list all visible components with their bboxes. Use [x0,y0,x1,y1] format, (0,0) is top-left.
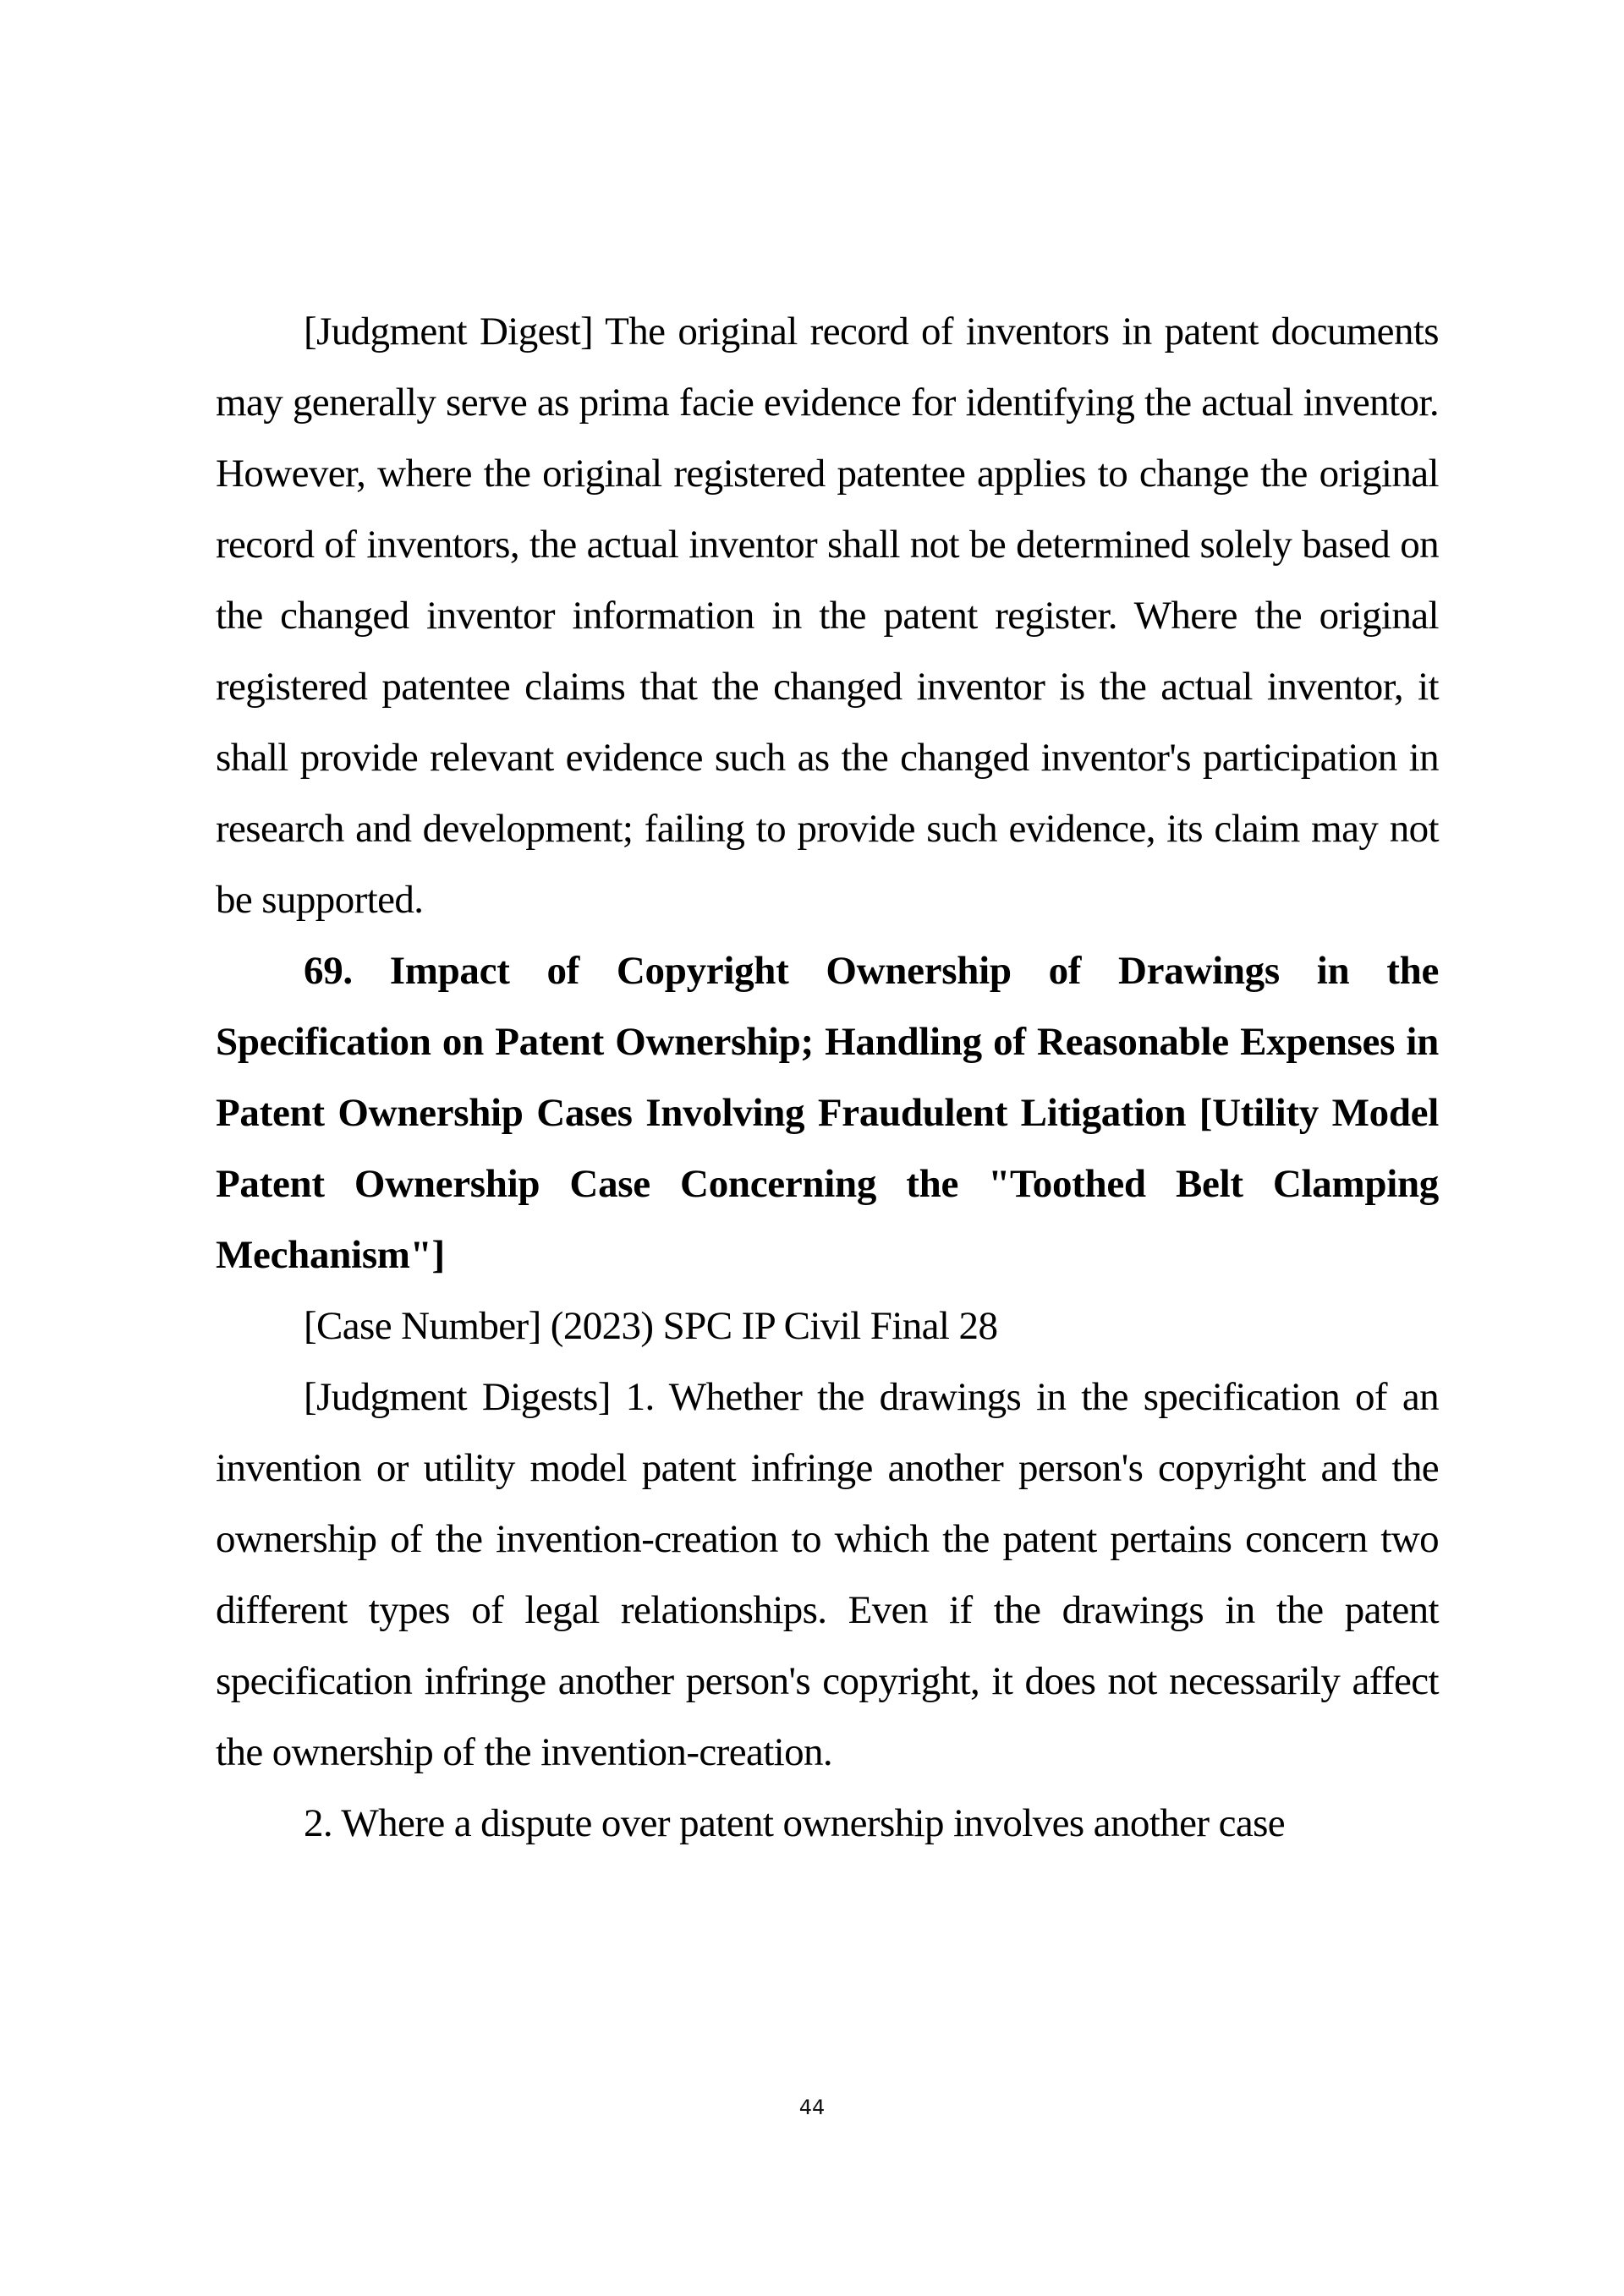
judgment-digests-point-1: [Judgment Digests] 1. Whether the drawings in the specification of an invention or utility model patent infringe another person's copyright and the ownership of the invention-creation to which the patent pertains concern two different types of legal relationships. Even if the drawings in the patent specification infringe another person's copyright, it does not necessarily affect the ownership of the invention-creation. [216,1375,1439,1774]
judgment-digests-point-2: 2. Where a dispute over patent ownership involves another case [304,1801,1286,1845]
page-number: 44 [798,2096,826,2119]
judgment-digest-paragraph: [Judgment Digest] The original record of inventors in patent documents may generally serve as prima facie evidence for identifying the actual inventor. However, where the original registered patentee applies to change the original record of inventors, the actual inventor shall not be determined solely based on the changed inventor information in the patent register. Where the original registered patentee claims that the changed inventor is the actual inventor, it shall provide relevant evidence such as the changed inventor's participation in research and development; failing to provide such evidence, its claim may not be supported. [216,310,1439,922]
document-page-body [216,296,1439,1859]
case-number-paragraph: [Case Number] (2023) SPC IP Civil Final 28 [304,1304,998,1348]
case-heading-69: 69. Impact of Copyright Ownership of Drawings in the Specification on Patent Ownership; Handling of Reasonable Expenses in Patent Ownership Cases Involving Fraudulent Litigation [Utility Model Patent Ownership Case Concerning the "Toothed Belt Clamping Mechanism"] [216,949,1439,1277]
